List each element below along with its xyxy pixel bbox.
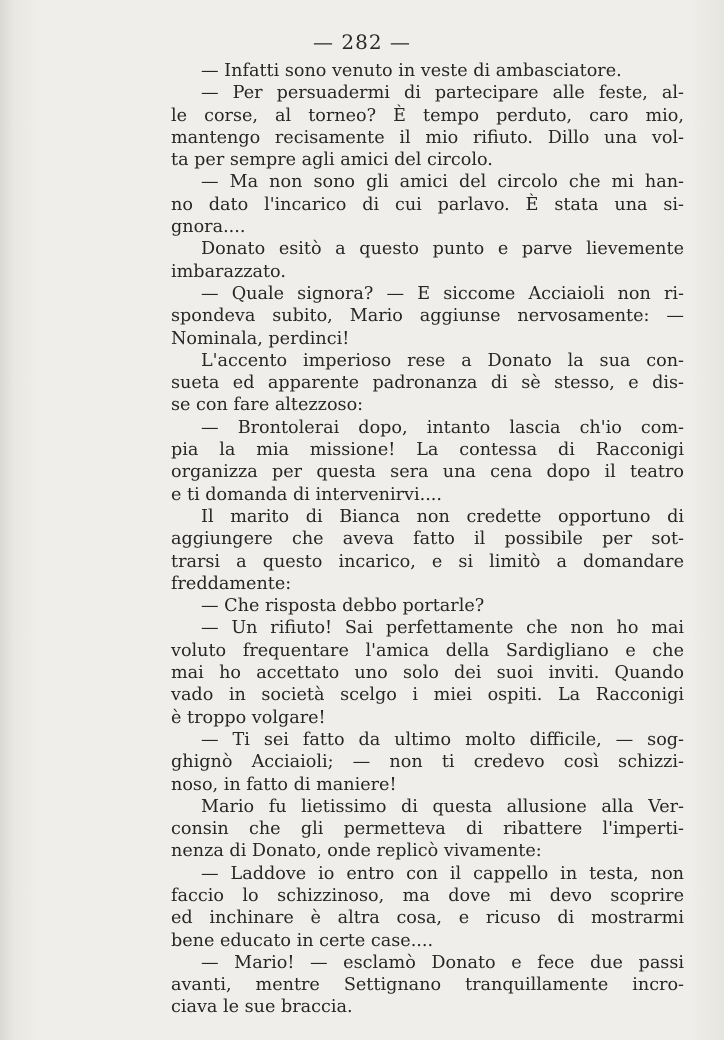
text-line: Donato esitò a questo punto e parve lievemente (201, 239, 684, 260)
text-line: vado in società scelgo i miei ospiti. La Racconigi (171, 685, 684, 706)
text-line: — Un rifiuto! Sai perfettamente che non ho mai (201, 618, 684, 639)
text-line: Il marito di Bianca non credette opportuno di (201, 506, 684, 527)
text-line: aggiungere che aveva fatto il possibile per sot- (171, 529, 684, 550)
text-line: freddamente: (171, 573, 292, 594)
text-line: spondeva subito, Mario aggiunse nervosamente: — (171, 306, 684, 327)
text-line: pia la mia missione! La contessa di Racconigi (171, 440, 684, 461)
text-line: — Brontolerai dopo, intanto lascia ch'io com- (201, 417, 684, 438)
text-line: bene educato in certe case.... (171, 930, 434, 951)
text-line: nenza di Donato, onde replicò vivamente: (171, 841, 542, 862)
text-line: organizza per questa sera una cena dopo il teatro (171, 462, 684, 483)
text-line: ta per sempre agli amici del circolo. (171, 150, 493, 171)
text-line: — Laddove io entro con il cappello in testa, non (201, 863, 684, 884)
text-line: — Che risposta debbo portarle? (201, 596, 485, 617)
text-line: faccio lo schizzinoso, ma dove mi devo scoprire (171, 885, 684, 906)
text-line: noso, in fatto di maniere! (171, 774, 397, 795)
text-line: sueta ed apparente padronanza di sè stesso, e dis- (171, 373, 684, 394)
text-line: — Per persuadermi di partecipare alle feste, al- (201, 83, 684, 104)
text-line: — Quale signora? — E siccome Acciaioli non ri- (201, 283, 684, 304)
text-line: — Ti sei fatto da ultimo molto difficile, — sog- (201, 729, 684, 750)
text-line: se con fare altezzoso: (171, 395, 364, 416)
text-line: consin che gli permetteva di ribattere l'imperti- (171, 819, 684, 840)
text-line: e ti domanda di intervenirvi.... (171, 484, 442, 505)
text-line: le corse, al torneo? È tempo perduto, caro mio, (171, 105, 684, 126)
text-line: Mario fu lietissimo di questa allusione alla Ver- (201, 796, 684, 817)
text-line: ghignò Acciaioli; — non ti credevo così schizzi- (171, 752, 684, 773)
text-line: voluto frequentare l'amica della Sardigliano e che (171, 640, 684, 661)
body-text (171, 60, 684, 1019)
text-line: gnora.... (171, 217, 246, 238)
text-line: Nominala, perdinci! (171, 328, 350, 349)
text-line: mai ho accettato uno solo dei suoi inviti. Quando (171, 663, 684, 684)
text-line: — Ma non sono gli amici del circolo che mi han- (201, 172, 684, 193)
text-line: mantengo recisamente il mio rifiuto. Dillo una vol- (171, 127, 684, 148)
text-line: trarsi a questo incarico, e si limitò a domandare (171, 551, 684, 572)
text-line: imbarazzato. (171, 261, 286, 282)
text-line: è troppo volgare! (171, 707, 326, 728)
page-number: — 282 — (313, 30, 411, 54)
text-line: ed inchinare è altra cosa, e ricuso di mostrarmi (171, 908, 684, 929)
text-line: — Mario! — esclamò Donato e fece due passi (201, 952, 684, 973)
text-line: — Infatti sono venuto in veste di ambasciatore. (201, 61, 622, 81)
text-line: no dato l'incarico di cui parlavo. È stata una si- (171, 194, 684, 215)
text-line: ciava le sue braccia. (171, 997, 353, 1018)
text-line: L'accento imperioso rese a Donato la sua con- (201, 350, 684, 371)
text-line: avanti, mentre Settignano tranquillamente incro- (171, 975, 684, 996)
